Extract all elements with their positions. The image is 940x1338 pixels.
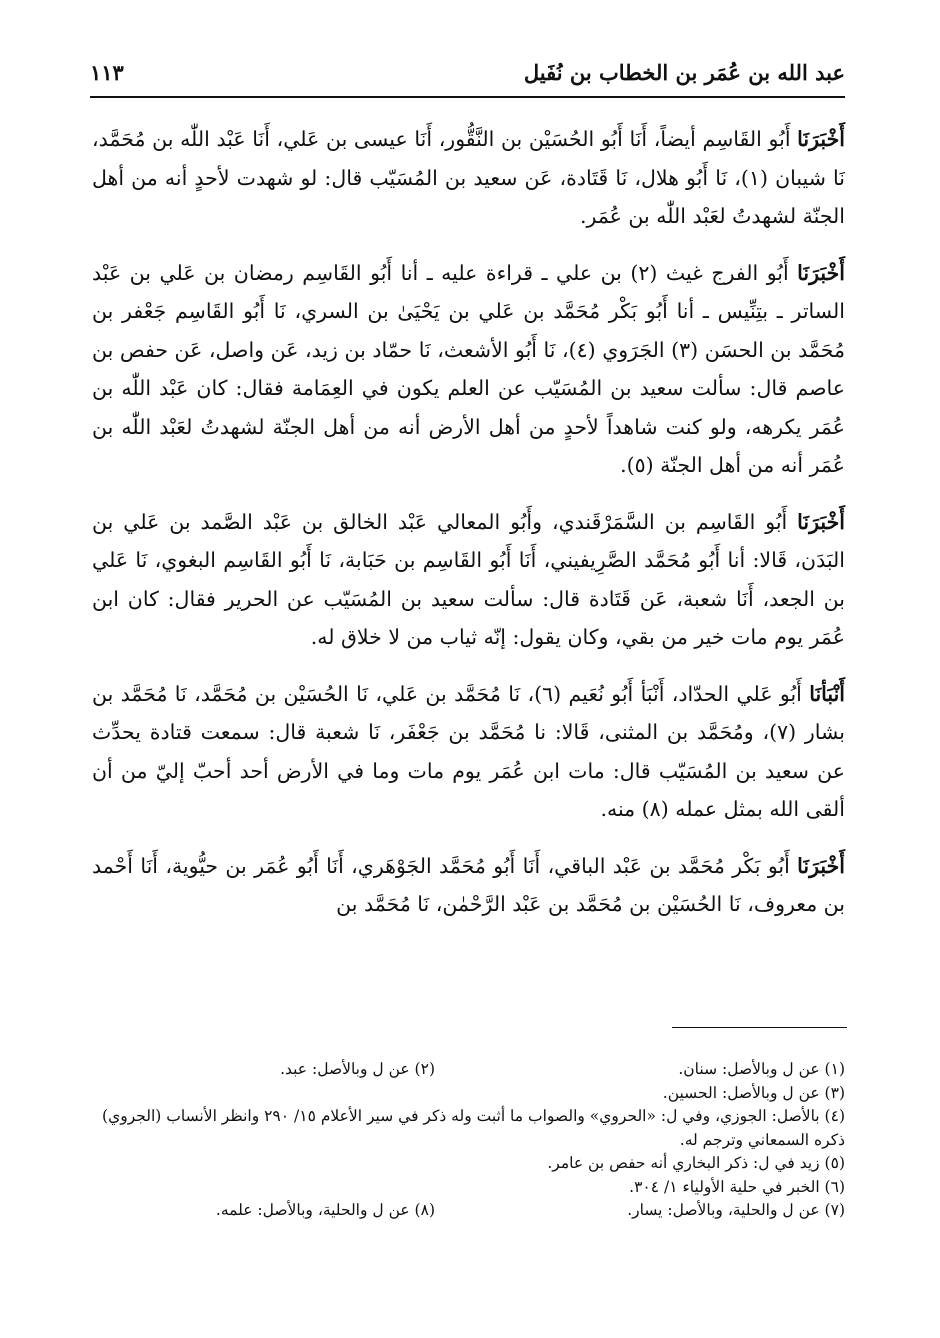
paragraph-text: أَبُو الفرج غيث (٢) بن علي ـ قراءة عليه ـ أنا أَبُو القَاسِم رمضان بن عَلي بن عَبْد الساتر ـ بتِنِّيس ـ أنا أَبُو بَكْر مُحَمَّد بن عَلي بن يَحْيَىٰ بن السري، نَا أَبُو القَاسِم جَعْفر بن مُحَمَّد بن الحسَن (٣) الجَرَوي (٤)، نَا أَبُو الأشعث، نَا حمّاد بن زيد، عَن واصل، عَن حفص بن عاصم قال: سألت سعيد بن المُسَيّب عن العلم يكون في العِمَامة فقال: كان عَبْد اللّٰه بن عُمَر يكرهه، ولو كنت شاهداً لأحدٍ من أهل الأرض أنه من أهل الجنّة لشهدتُ لعَبْد اللّٰه بن عُمَر أنه من أهل الجنّة (٥). (92, 260, 845, 477)
paragraph-text: أَبُو القَاسِم أيضاً، أَنَا أَبُو الحُسَيْن بن النَّقُّور، أَنَا عيسى بن عَلي، أَنَا عَبْد اللّٰه بن مُحَمَّد، نَا شيبان (١)، نَا أَبُو هلال، نَا قَتَادة، عَن سعيد بن المُسَيّب قال: لو شهدت لأحدٍ أنه من أهل الجنّة لشهدتُ لعَبْد اللّٰه بن عُمَر. (92, 127, 845, 228)
header-rule (90, 96, 845, 98)
footnote-3: (٣) عن ل وبالأصل: الحسين. (662, 1083, 845, 1102)
footnote-5: (٥) زيد في ل: ذكر البخاري أنه حفص بن عامر. (547, 1154, 845, 1172)
footnote-2: (٢) عن ل وبالأصل: عبد. (280, 1060, 435, 1078)
footnote-row (92, 1058, 845, 1082)
page-number: ١١٣ (90, 60, 124, 85)
footnote-separator (672, 1027, 847, 1028)
paragraph-text: أَبُو بَكْر مُحَمَّد بن عَبْد الباقي، أَنَا أَبُو مُحَمَّد الجَوْهَري، أَنَا أَبُو عُمَر بن حيُّوية، أَنَا أَحْمد بن معروف، نَا الحُسَيْن بن مُحَمَّد بن عَبْد الرَّحْمٰن، نَا مُحَمَّد بن (92, 853, 845, 916)
paragraph-lead-word: أَخْبَرَنَا (797, 127, 845, 151)
paragraph-1 (92, 120, 845, 236)
paragraph-text: أَبُو القَاسِم بن السَّمَرْقَندي، وأَبُو المعالي عَبْد الخالق بن عَبْد الصَّمد بن عَلي بن البَدَن، قَالا: أنا أَبُو مُحَمَّد الصَّرِيفيني، أَنَا أَبُو القَاسِم بن حَبَابة، نَا أَبُو القَاسِم البغوي، نَا عَلي بن الجعد، أَنَا شعبة، عَن قَتَادة قال: سألت سعيد بن المُسَيّب عن الحرير فقال: كان ابن عُمَر يوم مات خير من بقي، وكان يقول: إنّه ثياب من لا خلاق له. (92, 509, 845, 649)
paragraph-text: أَبُو عَلي الحدّاد، أَنْبَأ أَبُو نُعَيم (٦)، نَا مُحَمَّد بن عَلي، نَا الحُسَيْن بن مُحَمَّد، نَا مُحَمَّد بن بشار (٧)، ومُحَمَّد بن المثنى، قَالا: نا مُحَمَّد بن جَعْفَر، نَا شعبة قال: سمعت قتادة يحدِّث عن سعيد بن المُسَيّب قال: مات ابن عُمَر يوم مات وما في الأرض أحد أحبّ إليّ من أن ألقى الله بمثل عمله (٨) منه. (92, 681, 846, 821)
footnotes (92, 1058, 845, 1223)
running-title: عبد الله بن عُمَر بن الخطاب بن نُفَيل (523, 60, 845, 85)
footnote-row (92, 1199, 845, 1223)
paragraph-4 (92, 675, 845, 829)
page-header (90, 60, 845, 94)
footnote-6: (٦) الخبر في حلية الأولياء ١/ ٣٠٤. (629, 1177, 845, 1196)
paragraph-5 (92, 847, 845, 924)
footnote-row (92, 1082, 845, 1106)
paragraph-lead-word: أَخْبَرَنَا (797, 509, 845, 534)
main-text (92, 120, 845, 942)
footnote-7: (٧) عن ل والحلية، وبالأصل: يسار. (627, 1201, 845, 1219)
footnote-row (92, 1152, 845, 1176)
footnote-8: (٨) عن ل والحلية، وبالأصل: علمه. (215, 1201, 435, 1219)
footnote-1: (١) عن ل وبالأصل: سنان. (678, 1060, 845, 1078)
paragraph-2 (92, 254, 845, 485)
footnote-row (92, 1105, 845, 1152)
footnote-row (92, 1176, 845, 1200)
paragraph-lead-word: أَخْبَرَنَا (797, 853, 845, 878)
paragraph-lead-word: أَخْبَرَنَا (797, 260, 845, 285)
footnote-4: (٤) بالأصل: الجوزي، وفي ل: «الحروي» والصواب ما أثبت وله ذكر في سير الأعلام ١٥/ ٢٩٠ وانظر الأنساب (الجروي) ذكره السمعاني وترجم له. (102, 1107, 845, 1149)
paragraph-3 (92, 503, 845, 657)
paragraph-lead-word: أَنْبَأنَا (809, 681, 845, 706)
